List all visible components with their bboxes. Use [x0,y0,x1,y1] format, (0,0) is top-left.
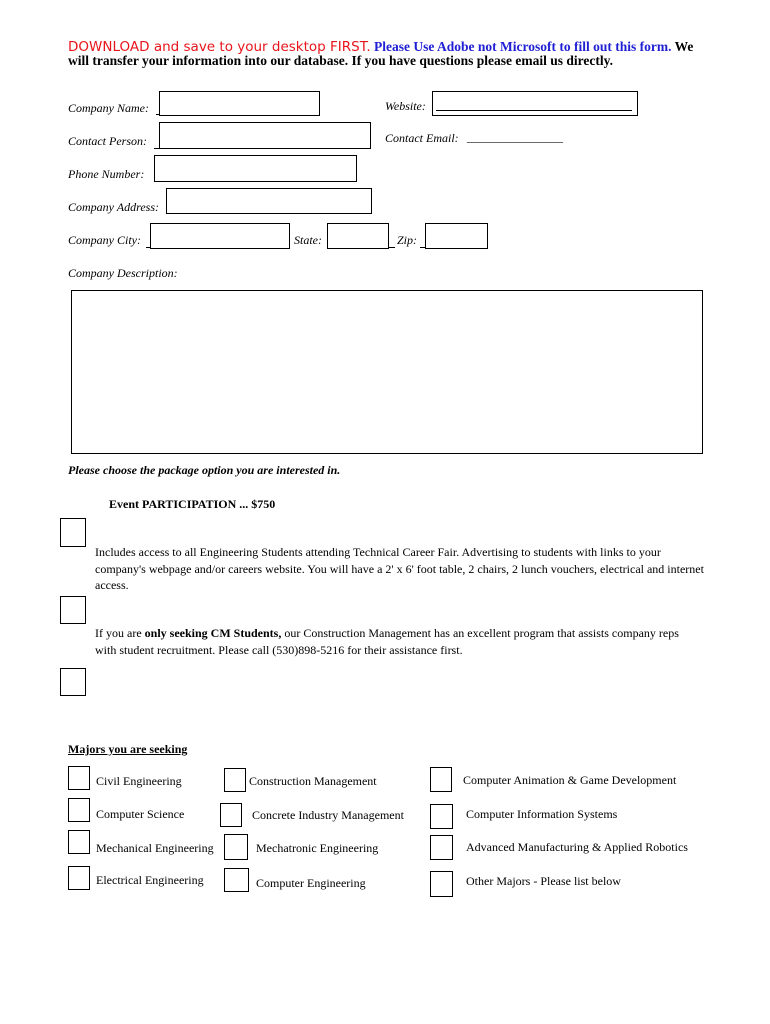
major-checkbox-civil-engineering[interactable] [68,766,90,790]
package-option-3-checkbox[interactable] [60,668,86,696]
package-option-2-checkbox[interactable] [60,596,86,624]
major-label-computer-animation-game-development: Computer Animation & Game Development [463,773,677,787]
major-checkbox-advanced-manufacturing-applied-robotics[interactable] [430,835,453,860]
contact-person-label: Contact Person: [68,134,147,148]
contact-email-label: Contact Email: [385,131,459,145]
state-label: State: [294,233,322,247]
major-label-computer-information-systems: Computer Information Systems [466,807,618,821]
major-checkbox-computer-animation-game-development[interactable] [430,767,452,792]
company-description-field[interactable] [71,290,703,454]
package-prompt: Please choose the package option you are interested in. [68,463,341,477]
company-description-label: Company Description: [68,266,178,280]
website-field[interactable] [432,91,638,116]
adobe-notice: Please Use Adobe not Microsoft to fill out this form. [370,39,672,54]
website-label: Website: [385,99,426,113]
major-label-advanced-manufacturing-applied-robotics: Advanced Manufacturing & Applied Robotics [466,840,688,854]
major-checkbox-electrical-engineering[interactable] [68,866,90,890]
major-label-mechanical-engineering: Mechanical Engineering [96,841,214,855]
cm-students-note: If you are only seeking CM Students, our Construction Management has an excellent program that assists company reps with student recruitment. Please call (530)898-5216 for their assistance first. [95,626,679,657]
company-address-label: Company Address: [68,200,159,214]
event-participation-title: Event PARTICIPATION ... $750 [109,497,276,511]
company-name-field[interactable] [159,91,320,116]
major-checkbox-concrete-industry-management[interactable] [220,803,242,827]
major-checkbox-computer-information-systems[interactable] [430,804,453,829]
majors-heading: Majors you are seeking [68,742,188,756]
major-checkbox-mechanical-engineering[interactable] [68,830,90,854]
event-participation-checkbox[interactable] [60,518,86,547]
state-field[interactable] [327,223,389,249]
major-checkbox-mechatronic-engineering[interactable] [224,834,248,860]
state-underline [389,247,395,248]
company-city-label: Company City: [68,233,141,247]
major-checkbox-computer-science[interactable] [68,798,90,822]
major-label-civil-engineering: Civil Engineering [96,774,182,788]
company-name-label: Company Name: [68,101,149,115]
contact-person-field[interactable] [159,122,371,149]
company-city-field[interactable] [150,223,290,249]
major-label-construction-management: Construction Management [249,774,377,788]
form-header [68,40,708,68]
phone-number-field[interactable] [154,155,357,182]
major-label-other-majors: Other Majors - Please list below [466,874,621,888]
company-address-field[interactable] [166,188,372,214]
major-label-concrete-industry-management: Concrete Industry Management [252,808,404,822]
major-checkbox-other-majors[interactable] [430,871,453,897]
major-label-computer-science: Computer Science [96,807,185,821]
contact-email-field[interactable]: ________________ [467,130,563,144]
major-label-mechatronic-engineering: Mechatronic Engineering [256,841,379,855]
major-label-electrical-engineering: Electrical Engineering [96,873,204,887]
zip-field[interactable] [425,223,488,249]
major-label-computer-engineering: Computer Engineering [256,876,366,890]
phone-number-label: Phone Number: [68,167,145,181]
transfer-notice: We will transfer your information into our database. If you have questions please email us directly. [68,39,694,68]
major-checkbox-computer-engineering[interactable] [224,868,249,892]
event-participation-description: Includes access to all Engineering Students attending Technical Career Fair. Advertising to students with links to your company's webpage and/or careers website. You will have a 2' x 6' foot table, 2 chairs, 2 lunch vouchers, electrical and internet access. [95,545,704,592]
website-underline [436,110,632,111]
major-checkbox-construction-management[interactable] [224,768,246,792]
zip-label: Zip: [397,233,418,247]
download-notice: DOWNLOAD and save to your desktop FIRST. [68,39,371,55]
